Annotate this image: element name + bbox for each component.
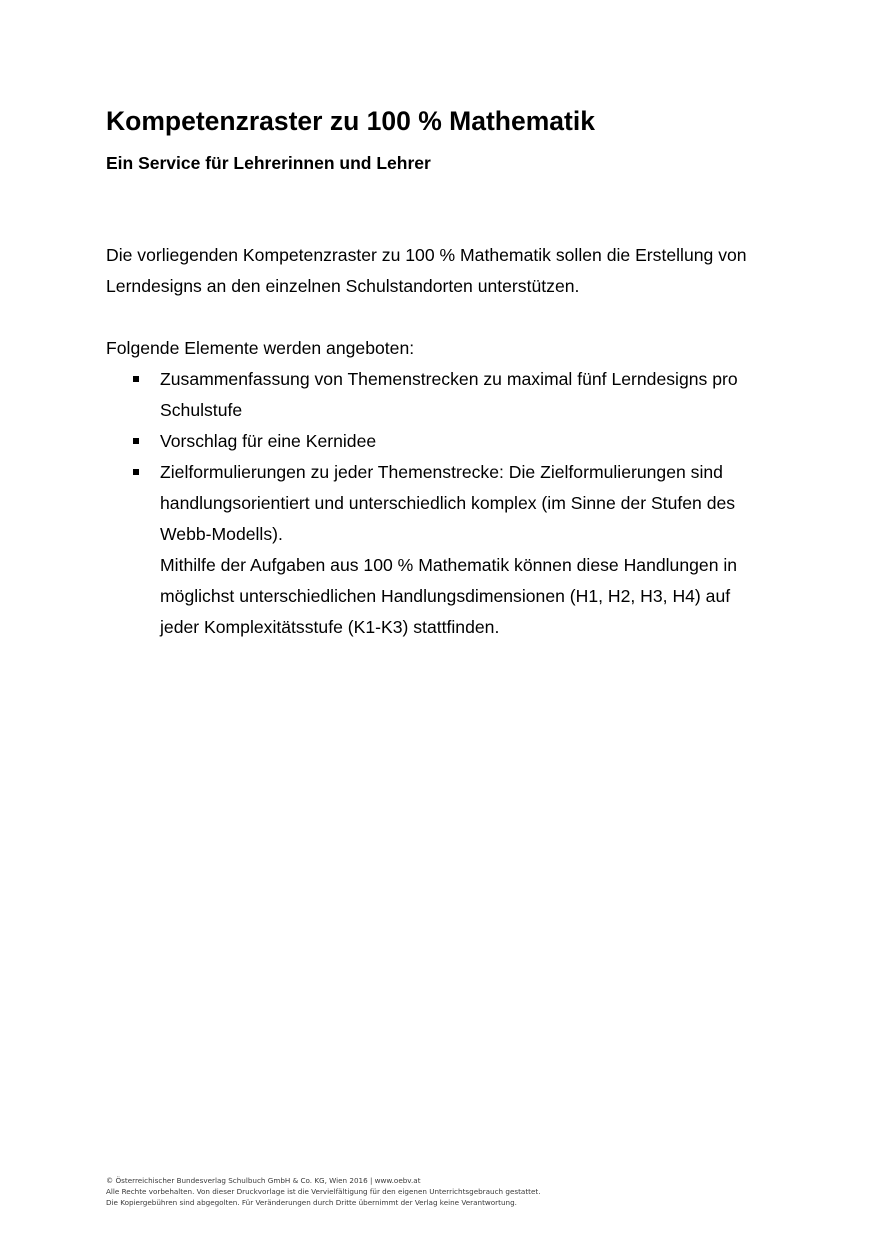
page-title: Kompetenzraster zu 100 % Mathematik: [106, 106, 595, 136]
square-bullet-icon: [133, 438, 139, 444]
footer-line-disclaimer: Die Kopiergebühren sind abgegolten. Für Veränderungen durch Dritte übernimmt der Verlag keine Verantwortung.: [106, 1198, 517, 1207]
list-item-text: Zusammenfassung von Themenstrecken zu maximal fünf Lerndesigns pro Schulstufe: [160, 369, 738, 420]
square-bullet-icon: [133, 376, 139, 382]
list-item-continuation-text: Mithilfe der Aufgaben aus 100 % Mathematik können diese Handlungen in möglichst unterschiedlichen Handlungsdimensionen (H1, H2, H3, H4) auf jeder Komplexitätsstufe (K1-K3) stattfinden.: [160, 555, 738, 637]
list-item: [106, 426, 766, 457]
page-subtitle: Ein Service für Lehrerinnen und Lehrer: [106, 153, 431, 173]
footer-line-copyright: © Österreichischer Bundesverlag Schulbuch GmbH & Co. KG, Wien 2016 | www.oebv.at: [106, 1176, 421, 1185]
intro-paragraph: Die vorliegenden Kompetenzraster zu 100 % Mathematik sollen die Erstellung von Lerndesigns an den einzelnen Schulstandorten unterstützen.: [106, 245, 747, 296]
copyright-footer: [106, 1175, 541, 1208]
list-item: [106, 457, 766, 643]
feature-list: [106, 364, 766, 643]
list-lead-text: Folgende Elemente werden angeboten:: [106, 338, 415, 358]
footer-line-rights: Alle Rechte vorbehalten. Von dieser Druckvorlage ist die Vervielfältigung für den eigenen Unterrichtsgebrauch gestattet.: [106, 1187, 541, 1196]
list-item-text: Zielformulierungen zu jeder Themenstrecke: Die Zielformulierungen sind handlungsorientiert und unterschiedlich komplex (im Sinne der Stufen des Webb-Modells).: [160, 462, 736, 544]
square-bullet-icon: [133, 469, 139, 475]
list-item-text: Vorschlag für eine Kernidee: [160, 431, 377, 451]
list-item: [106, 364, 766, 426]
